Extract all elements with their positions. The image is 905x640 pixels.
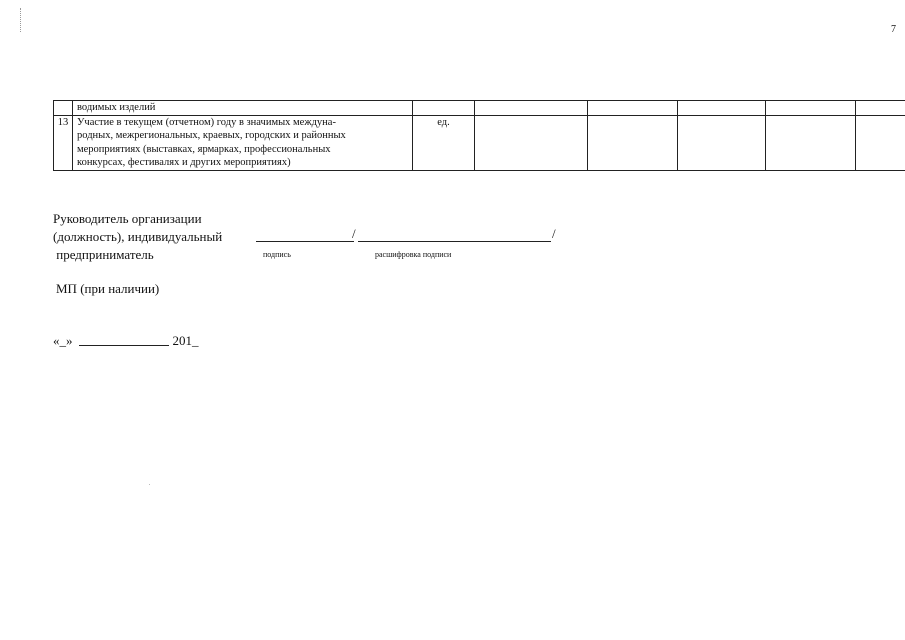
value-cell xyxy=(588,115,678,170)
slash-separator: / xyxy=(552,226,556,241)
value-cell xyxy=(588,101,678,116)
page-number: 7 xyxy=(891,24,896,35)
row-number-cell xyxy=(54,101,73,116)
unit-cell: ед. xyxy=(413,115,475,170)
indicator-cell xyxy=(73,115,413,170)
signatory-line: Руководитель организации xyxy=(53,211,202,226)
scan-speck xyxy=(149,484,150,485)
margin-marks xyxy=(20,8,22,32)
indicator-line: Участие в текущем (отчетном) году в значимых междуна- xyxy=(77,116,336,128)
signatory-label xyxy=(53,210,222,264)
slash-separator: / xyxy=(352,226,356,241)
date-month-blank xyxy=(79,345,169,346)
table-row-continued xyxy=(54,101,905,116)
date-day: «_» xyxy=(53,333,73,348)
stamp-label: МП (при наличии) xyxy=(56,281,160,296)
signatory-line: (должность), индивидуальный xyxy=(53,229,223,244)
report-table xyxy=(53,100,905,171)
signature-caption: подпись xyxy=(263,250,291,259)
date-year: 201_ xyxy=(172,333,199,348)
value-cell xyxy=(475,101,588,116)
signature-blank xyxy=(256,241,354,242)
unit-cell xyxy=(413,101,475,116)
value-cell xyxy=(678,101,766,116)
date-line xyxy=(53,333,199,349)
indicator-cell: водимых изделий xyxy=(73,101,413,116)
value-cell xyxy=(475,115,588,170)
table-row-13 xyxy=(54,115,905,170)
signatory-line: предприниматель xyxy=(53,247,154,262)
value-cell xyxy=(766,115,856,170)
indicator-line: мероприятиях (выставках, ярмарках, профессиональных xyxy=(77,143,331,155)
indicator-line: родных, межрегиональных, краевых, городских и районных xyxy=(77,130,346,141)
row-number-cell: 13 xyxy=(54,115,73,170)
value-cell xyxy=(856,115,905,170)
indicator-line: конкурсах, фестивалях и других мероприятиях) xyxy=(77,157,291,168)
value-cell xyxy=(766,101,856,116)
decoding-caption: расшифровка подписи xyxy=(375,250,452,259)
value-cell xyxy=(856,101,905,116)
value-cell xyxy=(678,115,766,170)
decoding-blank xyxy=(358,241,551,242)
